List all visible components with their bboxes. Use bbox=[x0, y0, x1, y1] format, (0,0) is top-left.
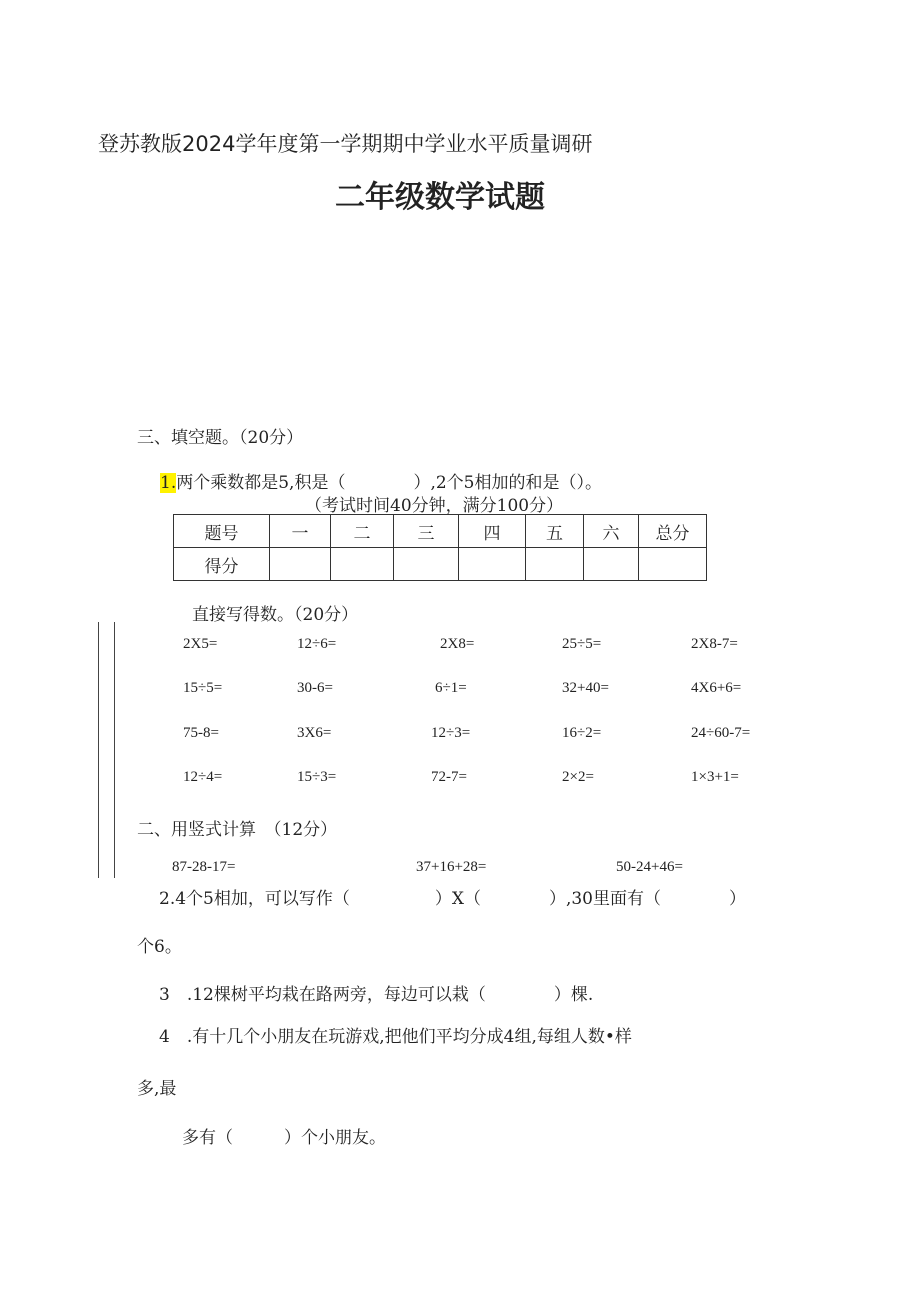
equation: 72-7= bbox=[431, 769, 467, 785]
exam-header: 登苏教版2024学年度第一学期期中学业水平质量调研 bbox=[98, 132, 593, 156]
score-cell[interactable] bbox=[331, 548, 394, 581]
score-table-row bbox=[174, 548, 707, 581]
question-2-line1: 2.4个5相加，可以写作（ ）X（ ）,30里面有（ ） bbox=[159, 889, 746, 909]
question-1 bbox=[160, 468, 602, 493]
equation: 2X5= bbox=[183, 636, 218, 652]
direct-heading: 直接写得数。（20分） bbox=[192, 605, 359, 625]
vertical-equation: 37+16+28= bbox=[416, 859, 487, 875]
question-4-line2: 多,最 bbox=[137, 1079, 177, 1099]
equation: 15÷5= bbox=[183, 680, 223, 696]
score-cell[interactable] bbox=[584, 548, 639, 581]
score-header-cell: 四 bbox=[459, 515, 526, 548]
score-table bbox=[173, 514, 707, 581]
score-cell[interactable] bbox=[394, 548, 459, 581]
equation: 12÷4= bbox=[183, 769, 223, 785]
question-2-line2: 个6。 bbox=[137, 937, 182, 957]
equation: 2×2= bbox=[562, 769, 594, 785]
equation: 6÷1= bbox=[435, 680, 467, 696]
score-cell[interactable] bbox=[270, 548, 331, 581]
equation: 2X8-7= bbox=[691, 636, 738, 652]
question-1-text: 两个乘数都是5,积是（ ）,2个5相加的和是（）。 bbox=[176, 473, 602, 493]
equation: 15÷3= bbox=[297, 769, 337, 785]
equation: 12÷6= bbox=[297, 636, 337, 652]
score-header-cell: 六 bbox=[584, 515, 639, 548]
score-header-cell: 三 bbox=[394, 515, 459, 548]
score-header-cell: 题号 bbox=[174, 515, 270, 548]
equation: 30-6= bbox=[297, 680, 333, 696]
equation: 25÷5= bbox=[562, 636, 602, 652]
question-4-line1: 4 .有十几个小朋友在玩游戏,把他们平均分成4组,每组人数•样 bbox=[159, 1027, 632, 1047]
vertical-equation: 50-24+46= bbox=[616, 859, 683, 875]
score-header-cell: 二 bbox=[331, 515, 394, 548]
score-header-cell: 一 bbox=[270, 515, 331, 548]
equation: 4X6+6= bbox=[691, 680, 742, 696]
score-table-header-row bbox=[174, 515, 707, 548]
question-4-line3: 多有（ ）个小朋友。 bbox=[182, 1128, 386, 1148]
question-3: 3 .12棵树平均栽在路两旁，每边可以栽（ ）棵. bbox=[159, 985, 594, 1005]
equation: 12÷3= bbox=[431, 725, 471, 741]
score-header-cell: 总分 bbox=[639, 515, 707, 548]
equation: 32+40= bbox=[562, 680, 609, 696]
equation: 1×3+1= bbox=[691, 769, 739, 785]
equation: 75-8= bbox=[183, 725, 219, 741]
equation: 24÷60-7= bbox=[691, 725, 751, 741]
exam-title: 二年级数学试题 bbox=[335, 180, 545, 215]
margin-line bbox=[114, 622, 115, 878]
question-1-number: 1. bbox=[160, 473, 177, 493]
equation: 2X8= bbox=[440, 636, 475, 652]
vertical-heading: 二、用竖式计算 （12分） bbox=[137, 820, 338, 840]
score-cell[interactable] bbox=[639, 548, 707, 581]
vertical-equation: 87-28-17= bbox=[172, 859, 236, 875]
score-cell[interactable] bbox=[459, 548, 526, 581]
score-row-label: 得分 bbox=[174, 548, 270, 581]
score-header-cell: 五 bbox=[526, 515, 584, 548]
exam-info: （考试时间40分钟，满分100分） bbox=[305, 496, 564, 516]
equation: 16÷2= bbox=[562, 725, 602, 741]
score-cell[interactable] bbox=[526, 548, 584, 581]
margin-line bbox=[98, 622, 99, 878]
equation: 3X6= bbox=[297, 725, 332, 741]
fill-section-heading: 三、填空题。（20分） bbox=[137, 428, 304, 448]
